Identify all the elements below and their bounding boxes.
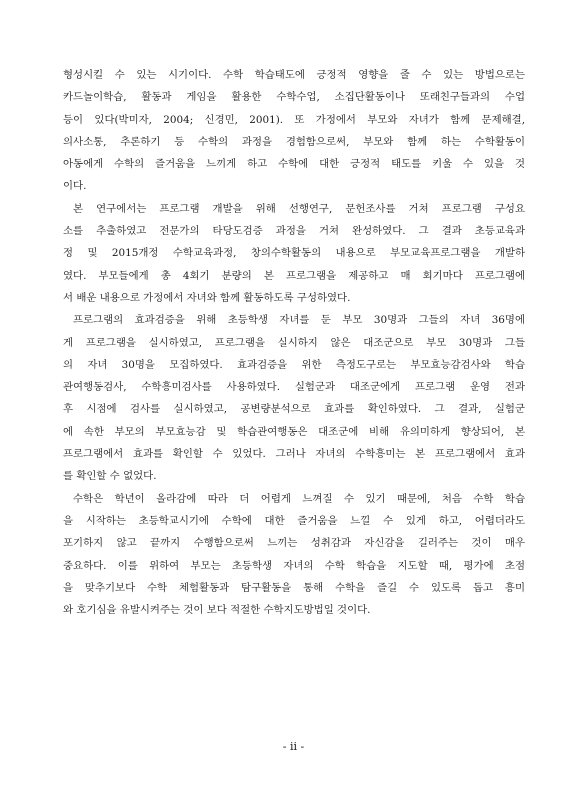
text-line: 에 속한 부모의 부모효능감 및 학습관여행동은 대조군에 비해 유의미하게 향상되어, 본 xyxy=(63,425,525,438)
paragraph-3 xyxy=(63,309,525,487)
text-line: 본 연구에서는 프로그램 개발을 위해 선행연구, 문헌조사를 거쳐 프로그램 구성요 xyxy=(73,202,525,215)
paragraph-1 xyxy=(63,64,525,198)
text-line: 카드놀이학습, 활동과 게임을 활용한 수학수업, 소집단활동이나 또래친구들과의 수업 xyxy=(63,91,525,104)
text-line: 후 시점에 검사를 실시하였고, 공변량분석으로 효과를 확인하였다. 그 결과, 실험군 xyxy=(63,403,525,416)
text-line: 포기하지 않고 끝까지 수행함으로써 느끼는 성취감과 자신감을 길러주는 것이 매우 xyxy=(63,537,525,550)
text-line: 수학은 학년이 올라감에 따라 더 어렵게 느껴질 수 있기 때문에, 처음 수학 학습 xyxy=(73,492,525,505)
text-line: 중요하다. 이를 위하여 부모는 초등학생 자녀의 수학 학습을 지도할 때, 평가에 초점 xyxy=(63,559,525,572)
text-line: 와 호기심을 유발시켜주는 것이 보다 적절한 수학지도방법일 것이다. xyxy=(63,604,371,617)
text-line: 소를 추출하였고 전문가의 타당도검증 과정을 거쳐 완성하였다. 그 결과 초등교육과 xyxy=(63,225,525,238)
abstract-body xyxy=(63,64,525,621)
text-line: 프로그램의 효과검증을 위해 초등학생 자녀를 둔 부모 30명과 그들의 자녀 36명에 xyxy=(73,314,525,327)
page-number: - ii - xyxy=(282,740,305,753)
text-line: 을 맞추기보다 수학 체험활동과 탐구활동을 통해 수학을 즐길 수 있도록 돕고 흥미 xyxy=(63,581,525,594)
text-line: 등이 있다(박미자, 2004; 신경민, 2001). 또 가정에서 부모와 자녀가 함께 문제해결, xyxy=(63,113,525,126)
text-line: 을 시작하는 초등학교시기에 수학에 대한 즐거움을 느낄 수 있게 하고, 어렵더라도 xyxy=(63,514,525,527)
text-line: 관여행동검사, 수학흥미검사를 사용하였다. 실험군과 대조군에게 프로그램 운영 전과 xyxy=(63,381,525,394)
text-line: 의사소통, 추론하기 등 수학의 과정을 경험함으로써, 부모와 함께 하는 수학활동이 xyxy=(63,135,525,148)
text-line: 의 자녀 30명을 모집하였다. 효과검증을 위한 측정도구로는 부모효능감검사와 학습 xyxy=(63,358,525,371)
text-line: 였다. 부모들에게 총 4회기 분량의 본 프로그램을 제공하고 매 회기마다 프로그램에 xyxy=(63,269,525,282)
paragraph-2 xyxy=(63,198,525,309)
text-line: 형성시킬 수 있는 시기이다. 수학 학습태도에 긍정적 영향을 줄 수 있는 방법으로는 xyxy=(63,69,525,81)
text-line: 이다. xyxy=(63,180,87,193)
text-line: 아동에게 수학의 즐거움을 느끼게 하고 수학에 대한 긍정적 태도를 키울 수 있을 것 xyxy=(63,158,525,171)
text-line: 게 프로그램을 실시하였고, 프로그램을 실시하지 않은 대조군으로 부모 30명과 그들 xyxy=(63,336,525,349)
text-line: 프로그램에서 효과를 확인할 수 있었다. 그러나 자녀의 수학흥미는 본 프로그램에서 효과 xyxy=(63,448,525,461)
text-line: 서 배운 내용으로 가정에서 자녀와 함께 활동하도록 구성하였다. xyxy=(63,291,351,304)
text-line: 를 확인할 수 없었다. xyxy=(63,470,157,483)
text-line: 정 및 2015개정 수학교육과정, 창의수학활동의 내용으로 부모교육프로그램을 개발하 xyxy=(63,247,525,260)
paragraph-4 xyxy=(63,488,525,622)
